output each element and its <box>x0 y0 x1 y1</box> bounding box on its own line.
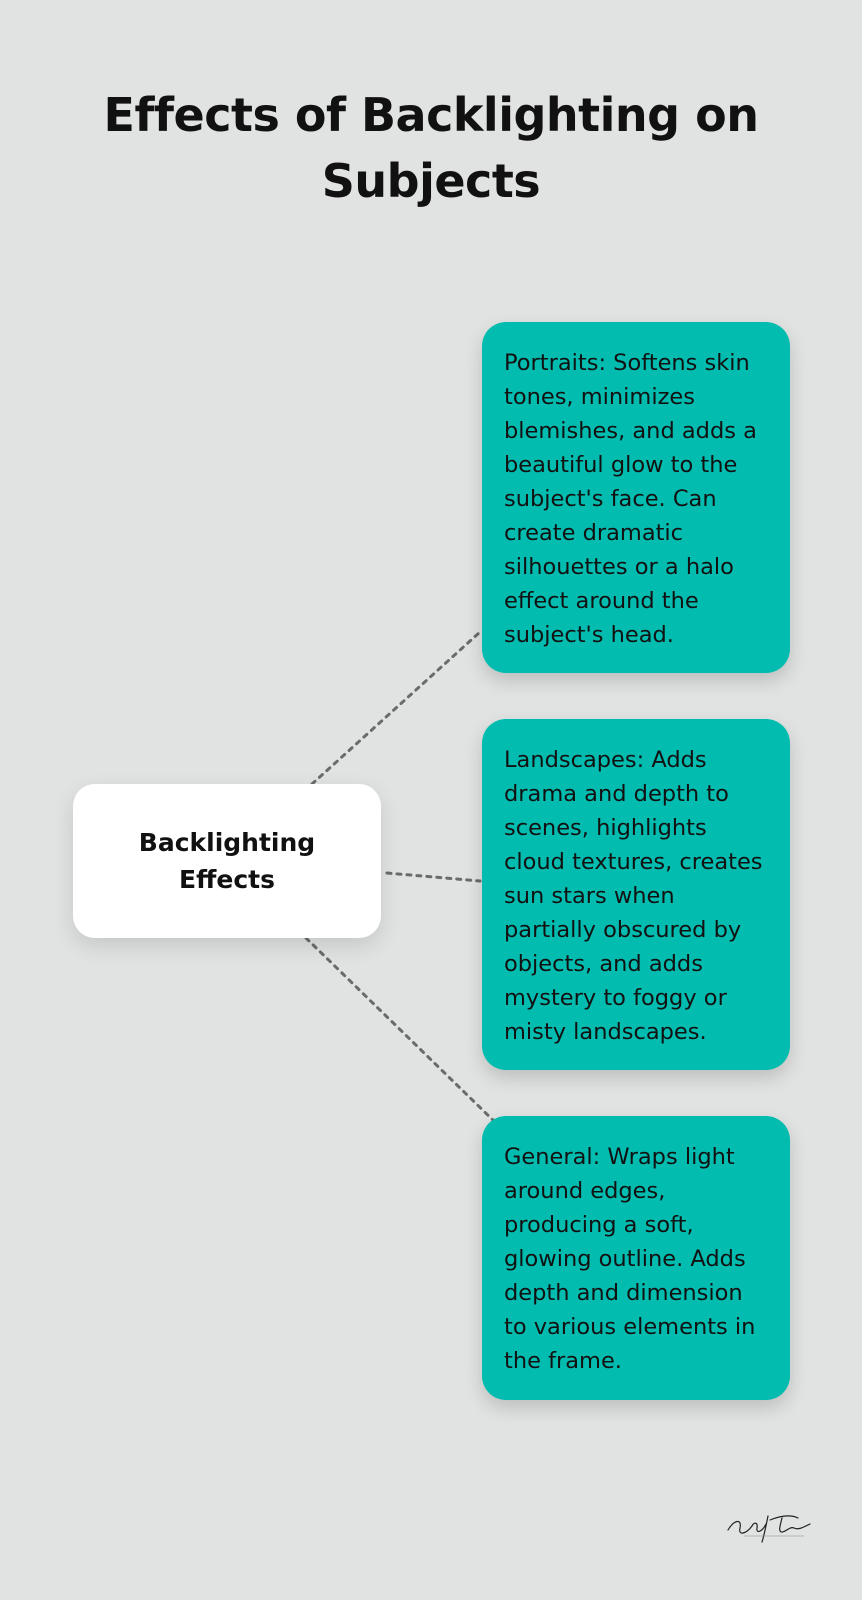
connector-portraits <box>312 632 480 784</box>
card-general <box>482 1116 790 1400</box>
connector-landscapes <box>387 873 480 881</box>
hub-label: Backlighting Effects <box>138 828 316 894</box>
hub-node <box>73 784 381 938</box>
card-portraits-text: Portraits: Softens skin tones, minimizes blemishes, and adds a beautiful glow to the subject's face. Can create dramatic silhouettes or a halo effect around the subject's head. <box>504 350 757 648</box>
connector-general <box>306 938 497 1124</box>
card-portraits <box>482 322 790 673</box>
card-general-text: General: Wraps light around edges, producing a soft, glowing outline. Adds depth and dimension to various elements in the frame. <box>504 1144 756 1374</box>
card-landscapes <box>482 719 790 1070</box>
signature-logo <box>724 1506 814 1546</box>
card-landscapes-text: Landscapes: Adds drama and depth to scenes, highlights cloud textures, creates sun stars when partially obscured by objects, and adds mystery to foggy or misty landscapes. <box>504 747 763 1045</box>
page-title: Effects of Backlighting on Subjects <box>103 88 759 208</box>
